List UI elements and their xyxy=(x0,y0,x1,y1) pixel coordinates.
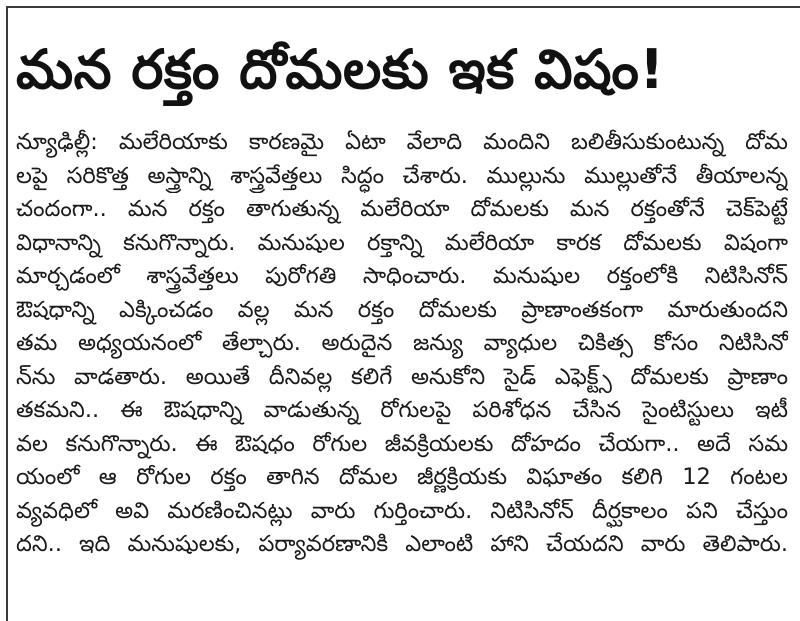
article-line: వ్యవధిలో అవి మరణించినట్లు వారు గుర్తించారు. నిటిసినోన్ దీర్ఘకాలం పని చేస్తుం xyxy=(16,497,788,524)
article-line: మార్చడంలో శాస్త్రవేత్తలు పురోగతి సాధించారు. మనుషుల రక్తంలోకి నిటిసినోన్ xyxy=(16,263,788,289)
article-line: ఔషధాన్ని ఎక్కించడం వల్ల మన రక్తం దోమలకు ప్రాణాంతకంగా మారుతుందని xyxy=(16,296,788,323)
article-line: తమ అధ్యయనంలో తేల్చారు. అరుదైన జన్యు వ్యాధుల చికిత్స కోసం నిటిసినో xyxy=(16,330,788,356)
left-border-rule xyxy=(6,6,8,621)
article-line: దని.. ఇది మనుషులకు, పర్యావరణానికి ఎలాంటి హాని చేయదని వారు తెలిపారు. xyxy=(16,531,788,557)
article-line: చందంగా.. మన రక్తం తాగుతున్న మలేరియా దోమలకు మన రక్తంతోనే చెక్‌పెట్టే xyxy=(16,196,788,222)
article-line: న్‌ను వాడతారు. అయితే దీనివల్ల కలిగే అనుకోని సైడ్ ఎఫెక్ట్స్ దోమలకు ప్రాణాం xyxy=(16,363,788,390)
article-line: న్యూఢిల్లీ: మలేరియాకు కారణమై ఏటా వేలాది మందిని బలితీసుకుంటున్న దోమ xyxy=(16,129,788,155)
article-line: వల కనుగొన్నారు. ఈ ఔషధం రోగుల జీవక్రియలకు దోహదం చేయగా.. అదే సమ xyxy=(16,430,788,457)
article-body xyxy=(16,126,788,562)
article-line: విధానాన్ని కనుగొన్నారు. మనుషుల రక్తాన్ని మలేరియా కారక దోమలకు విషంగా xyxy=(16,229,788,256)
article-line: లపై సరికొత్త అస్త్రాన్ని శాస్త్రవేత్తలు సిద్ధం చేశారు. ముల్లును ముల్లుతోనే తీయాలన్న xyxy=(16,162,788,189)
article-headline: మన రక్తం దోమలకు ఇక విషం! xyxy=(16,38,665,101)
article-line: యంలో ఆ రోగుల రక్తం తాగిన దోమల జీర్ణక్రియకు విఘాతం కలిగి 12 గంటల xyxy=(16,464,788,490)
top-border-rule xyxy=(6,6,800,8)
article-line: తకమని.. ఈ ఔషధాన్ని వాడుతున్న రోగులపై పరిశోధన చేసిన సైంటిస్టులు ఇటీ xyxy=(16,397,788,423)
